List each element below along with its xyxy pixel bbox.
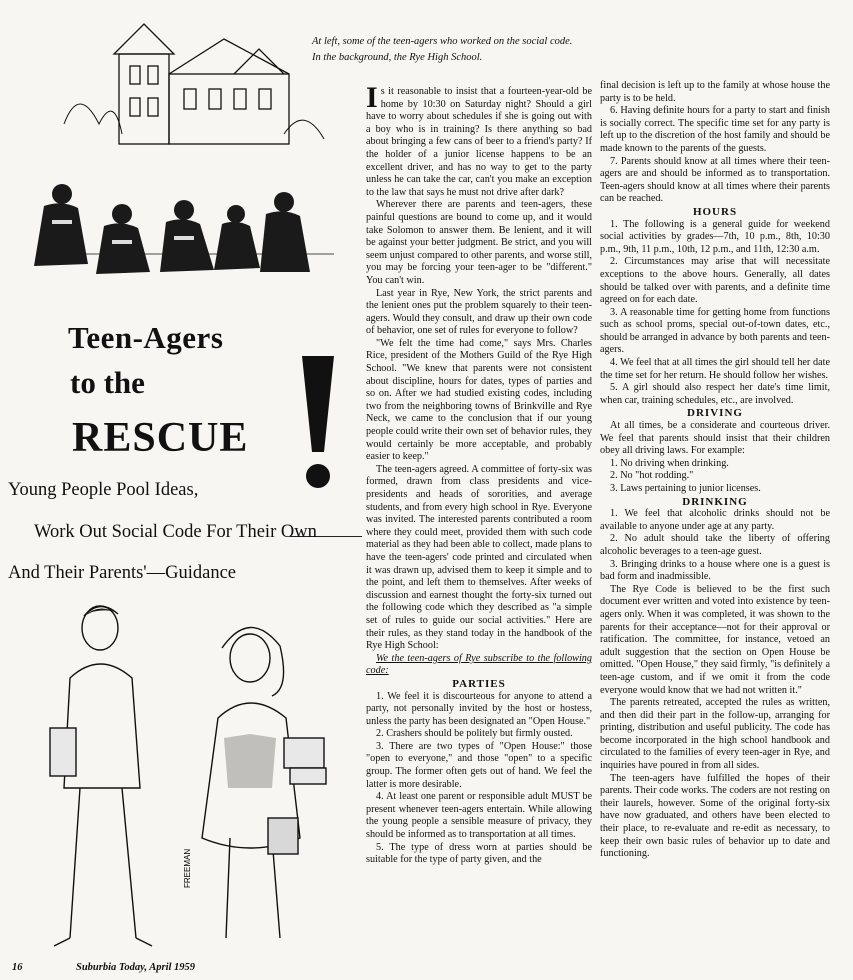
exclamation-mark-icon [296,352,340,492]
rule-item: 3. Laws pertaining to junior licenses. [610,483,761,494]
rule-item: 3. There are two types of "Open House:" those "open to everyone," and those "open" to a specific group. The former often gets out of hand. We feel the latter is more desirable. [366,740,592,790]
rule-item: 5. A girl should also respect her date's time limit, when car, training schedules, etc., are involved. [600,382,830,406]
gable-roof [114,24,174,54]
paragraph: The teen-agers agreed. A committee of forty-six was formed, drawn from class presidents and vice-presidents and heads of sororities, and average students, and from every high school in Rye. Everyone was invited. The interested parents contributed a room where they could meet, provided them with such code material as they had been able to collect, made plans to have the teen-agers' code printed and circulated when it was drawn up, advised them to keep it simple and to the point, and left them to themselves. After weeks of discussion and earnest thought the forty-six turned out the following code which they described as "a simple set of rules to guide our social activities." Here are their rules, as they stand today in the handbook of the Rye High School: [366,463,592,652]
rule-item: 3. Bringing drinks to a house where one is a guest is bad form and inadmissible. [600,558,830,583]
caption-line-1: At left, some of the teen-agers who worked on the social code. [312,36,573,47]
deck-line-3: And Their Parents'—Guidance [8,563,237,583]
rule-item: 2. No adult should take the liberty of offering alcoholic beverages to a teen-age guest. [600,533,830,557]
rule-item: 2. No "hot rodding." [610,470,694,482]
rule-item: 6. Having definite hours for a party to start and finish is socially correct. The specific time set for any party is left up to the discretion of the host family and should be made known to the parents of the guests. [600,105,830,154]
artist-signature: FREEMAN [183,848,192,888]
teenagers-school-illustration [4,14,344,314]
rule-item: 5. The type of dress worn at parties should be suitable for the type of party given, and the [366,841,592,866]
drinking-heading: DRINKING [682,495,748,508]
rule-item: 1. We feel it is discourteous for anyone to attend a party, not personally invited by the host or hostess, unless the party has been designated an "Open House." [366,690,592,727]
page-number: 16 [12,962,23,973]
paragraph: At all times, be a considerate and courteous driver. We feel that parents should insist that their children obey all driving laws. For example: [600,420,830,457]
rule-item: 1. The following is a general guide for weekend social activities by grades—7th, 10 p.m., 8th, 10:30 p.m., 9th, 11 p.m., 10th, 12 p.m., and 11th, 12:30 a.m. [600,218,830,255]
photo-caption [312,34,572,66]
rule-item: 3. A reasonable time for getting home from functions such as school proms, special out-of-town dates, etc., should be arranged in advance by both parents and teen-agers. [600,306,830,356]
rule-item: 1. No driving when drinking. [610,457,729,469]
paragraph: final decision is left up to the family at whose house the party is to be held. [600,80,830,104]
headline-line-2: to the [70,365,145,400]
rule-item: 2. Circumstances may arise that will necessitate exceptions to the above hours. Generally, all dates should be talked over with parents, and a definite time agreed on for each date. [600,256,830,306]
caption-line-2: In the background, the Rye High School. [312,52,483,63]
rule-item: 4. We feel that at all times the girl should tell her date the time set for her return. He should follow her wishes. [600,357,830,381]
paragraph: Last year in Rye, New York, the strict parents and the lenient ones put the problem squarely to their teen-agers. Would they consult, and draw up their own code of behavior, one set of rules for everyone to follow? [366,287,592,337]
paragraph: The Rye Code is believed to be the first such document ever written and voted into existence by teen-agers only. When it was completed, it was shown to the parents for their acceptance—not for their approval or ratification. The committee, for instance, vetoed an adult suggestion that the section on Open House be omitted. "Open House," they said firmly, "is definitely a teen-age custom, and if we omit it from the code everyone would know that we had not written it." [600,583,830,696]
paragraph: The parents retreated, accepted the rules as written, and then did their part in the follow-up, arranging for printing, distribution and useful publicity. The code has become incorporated in the high school handbook and circulated to the families of every teen-ager in Rye, and inquiries have poured in from all sides. [600,697,830,772]
article-column-2 [600,80,830,861]
intro-paragraph: Is it reasonable to insist that a fourteen-year-old be home by 10:30 on Saturday night? Should a girl have to worry about schedules if she is going out with a boy who is in training? Is there anything so bad about bringing a few cans of beer to a friend's party? If the holder of a junior license happens to be an excellent driver, and has no way to get to the party unless he can take the car, can't you make an exception to the law that says he must not drive after dark? [366,81,592,198]
boy-and-girl-illustration [40,588,370,958]
magazine-folio: Suburbia Today, April 1959 [76,962,196,973]
paragraph: The teen-agers have fulfilled the hopes of their parents. Their code works. The coders are not resting on their laurels, however. Some of the original forty-six have now graduated, and others have been elected to their place, to re-evaluate and re-edit as necessary, to keep their own basic rules of behavior up to date and functioning. [600,772,830,860]
headline-rescue: RESCUE [72,415,249,461]
paragraph: "We felt the time had come," says Mrs. Charles Rice, president of the Mothers Guild of the Rye High School. "We knew that parents were not consistent about discipline, hours for dates, types of parties and so on. After we had studied existing codes, including two from the neighboring towns of Brinkville and Rye Neck, we came to the conclusion that if our young people could write their own set of behavior rules, they would certainly be more acceptable, and probably easier to keep." [366,337,592,463]
drop-cap: I [366,81,378,114]
subscribe-line: We the teen-agers of Rye subscribe to the following code: [366,652,592,677]
rule-item: 7. Parents should know at all times where their teen-agers are and should be informed as to transportation. Teen-agers should know at all times where their parents can be reached. [600,155,830,205]
rule-item: 4. At least one parent or responsible adult MUST be present whenever teen-agers entertain. While allowing the young people a sensible measure of privacy, they should be informed as to transportation at all times. [366,791,592,841]
deck-line-2: Work Out Social Code For Their Own [34,522,317,542]
driving-heading: DRIVING [687,407,743,420]
deck-line-1: Young People Pool Ideas, [8,480,199,500]
article-column-1 [366,81,592,867]
rule-item: 2. Crashers should be politely but firmly ousted. [376,728,573,740]
headline-line-1: Teen-Agers [68,320,224,355]
rule-item: 1. We feel that alcoholic drinks should not be available to anyone under age at any party. [600,508,830,532]
hours-heading: HOURS [692,205,738,218]
paragraph: Wherever there are parents and teen-agers, these painful questions are bound to come up, and it would take Solomon to answer them. Be lenient, and it will be against your better judgment. Be strict, and you will seem unjust compared to other parents, and worse still, you may be forcing your teen-ager to be "different." You can't win. [366,199,592,286]
parties-heading: PARTIES [452,677,506,690]
